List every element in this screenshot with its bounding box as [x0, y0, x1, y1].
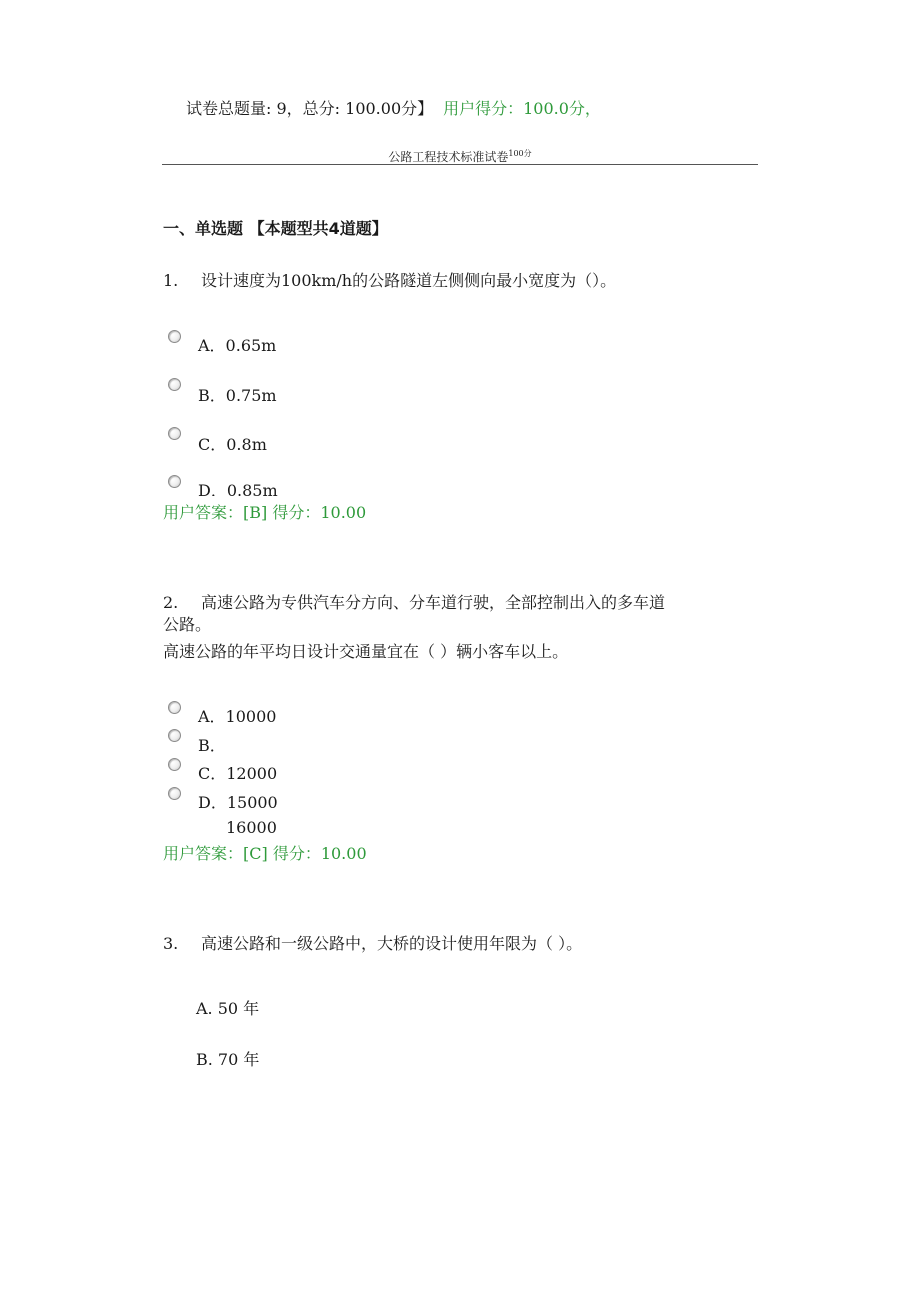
question-3 [163, 931, 582, 954]
q2-option-d-radio[interactable] [168, 787, 181, 800]
q2-option-c-label: C．12000 [198, 764, 278, 783]
section-title: 一、单选题 【本题型共4道题】 [163, 219, 388, 238]
subtitle-text: 公路工程技术标准试卷 [388, 150, 509, 164]
q2-option-b-label: B． [198, 736, 226, 755]
q1-option-b-label: B．0.75m [198, 386, 277, 405]
exam-summary-text: 试卷总题量: 9，总分: 100.00分】 [186, 99, 434, 118]
question-2-text-line3: 高速公路的年平均日设计交通量宜在（ ）辆小客车以上。 [163, 642, 569, 661]
question-2 [163, 590, 665, 613]
exam-summary [186, 96, 601, 119]
question-2-number: 2. [163, 593, 179, 612]
page-subtitle [0, 148, 920, 165]
q1-user-answer: 用户答案：[B] 得分：10.00 [163, 503, 367, 522]
question-2-text-line1: 高速公路为专供汽车分方向、分车道行驶，全部控制出入的多车道 [201, 593, 666, 612]
q1-option-d-radio[interactable] [168, 475, 181, 488]
q1-option-c-radio[interactable] [168, 427, 181, 440]
q2-user-answer: 用户答案：[C] 得分：10.00 [163, 844, 367, 863]
q1-option-a-label: A．0.65m [198, 336, 277, 355]
q1-option-a-radio[interactable] [168, 330, 181, 343]
question-2-text-line2: 公路。 [163, 615, 212, 634]
question-1-text: 设计速度为100km/h的公路隧道左侧侧向最小宽度为（）。 [201, 271, 617, 290]
q3-option-a-label[interactable]: A. 50 年 [196, 999, 260, 1018]
q1-option-d-label: D．0.85m [198, 481, 278, 496]
q1-option-d-clip [198, 478, 318, 496]
q2-option-a-label: A．10000 [198, 707, 277, 726]
question-3-number: 3. [163, 934, 179, 953]
q3-option-b-label[interactable]: B. 70 年 [196, 1050, 260, 1069]
subtitle-superscript: 100分 [508, 149, 532, 158]
q1-option-c-label: C．0.8m [198, 435, 267, 454]
user-score: 用户得分：100.0分， [443, 99, 601, 118]
question-1-number: 1. [163, 271, 179, 290]
question-3-text: 高速公路和一级公路中，大桥的设计使用年限为（ ）。 [201, 934, 583, 953]
header-divider [162, 164, 758, 165]
q2-extra-value: 16000 [226, 818, 277, 837]
question-1 [163, 268, 616, 291]
q2-option-c-radio[interactable] [168, 758, 181, 771]
q2-option-a-radio[interactable] [168, 701, 181, 714]
q1-option-b-radio[interactable] [168, 378, 181, 391]
q2-option-b-radio[interactable] [168, 729, 181, 742]
q2-option-d-label: D．15000 [198, 793, 278, 812]
